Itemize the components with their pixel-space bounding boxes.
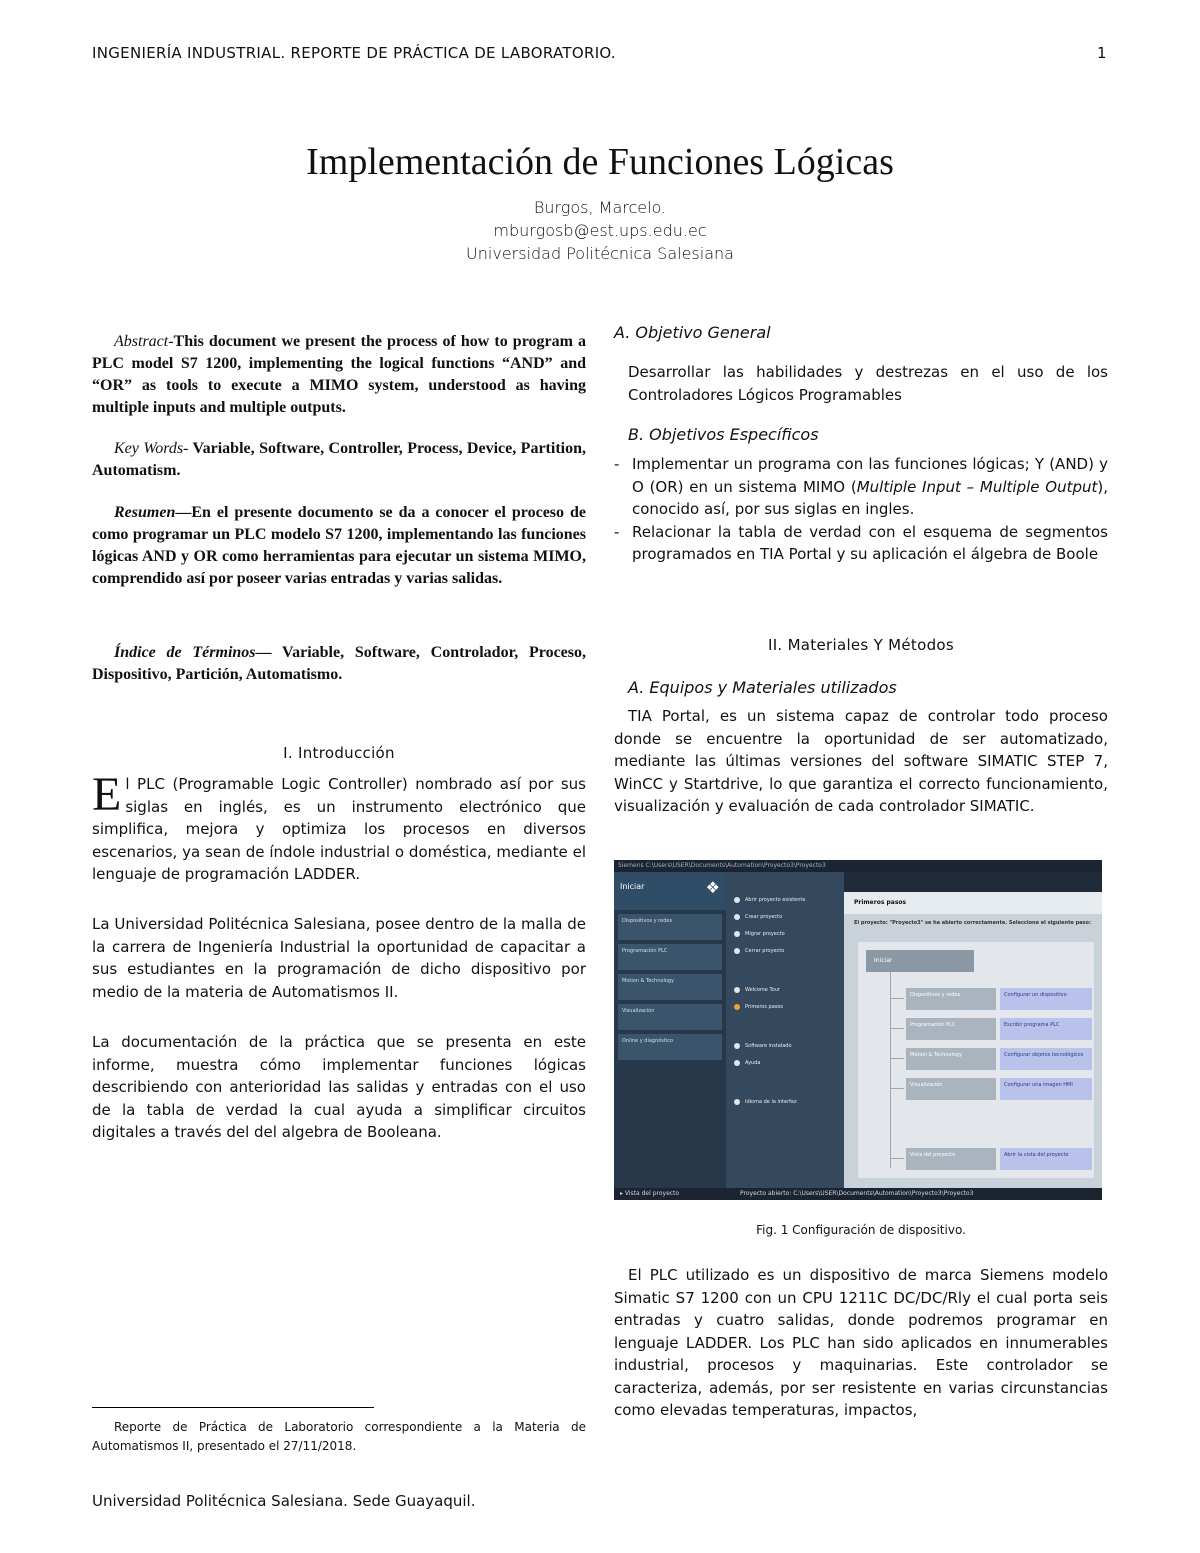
fig-dot-icon <box>734 948 740 954</box>
fig-right-panel <box>844 892 1102 1188</box>
fig-nav-item: Motion & Technology <box>618 974 722 1000</box>
fig-panel-title: Primeros pasos <box>844 892 1102 914</box>
fig-dot-icon <box>734 897 740 903</box>
objetivo-general-heading: A. Objetivo General <box>614 323 771 342</box>
fig-mid-item: Primeros pasos <box>726 999 844 1016</box>
indice-text: — Variable, Software, Controlador, Proceso, Dispositivo, Partición, Automatismo. <box>92 644 586 683</box>
section-heading-materiales: II. Materiales Y Métodos <box>767 636 954 654</box>
fig-bottom-path: Proyecto abierto: C:\Users\USER\Documents\Automation\Proyecto3\Proyecto3 <box>740 1190 974 1197</box>
objetivos-list <box>614 453 1108 566</box>
materiales-paragraph-1: TIA Portal, es un sistema capaz de controlar todo proceso donde se encuentre la oportunidad de ser automatizado, mediante las últimas versiones del software SIMATIC STEP 7, WinCC y Startdrive, lo que garantiza el correcto funcionamiento, visualización y evaluación de cada controlador SIMATIC. <box>614 707 1108 815</box>
author-name: Burgos, Marcelo. <box>533 198 667 217</box>
author-affiliation: Universidad Politécnica Salesiana <box>466 244 734 263</box>
equipos-heading: A. Equipos y Materiales utilizados <box>628 678 897 697</box>
objetivo-general-text: Desarrollar las habilidades y destrezas en el uso de los Controladores Lógicos Programables <box>628 363 1108 404</box>
indice-block <box>92 642 586 686</box>
fig-nav-item: Online y diagnóstico <box>618 1034 722 1060</box>
fig-step-row <box>890 988 1090 1010</box>
fig-step-row <box>890 1018 1090 1040</box>
fig-left-nav <box>614 872 726 1188</box>
section-heading-introduccion: I. Introducción <box>283 744 395 762</box>
fig-mid-item: Welcome Tour <box>726 982 844 999</box>
fig-mid-item: Migrar proyecto <box>726 926 844 943</box>
fig-titlebar: Siemens C:\Users\USER\Documents\Automation\Proyecto3\Proyecto3 <box>614 860 1102 872</box>
fig-nav-item: Visualización <box>618 1004 722 1030</box>
indice-label: Índice de Términos <box>114 644 256 661</box>
tia-portal-screenshot <box>614 860 1102 1200</box>
fig-middle-list <box>726 872 844 1188</box>
abstract-block <box>92 331 586 419</box>
abstract-label: Abstract- <box>114 333 174 350</box>
fig-mid-item: Cerrar proyecto <box>726 943 844 960</box>
fig-step-box: Visualización <box>906 1078 996 1100</box>
fig-step-box: Dispositivos y redes <box>906 988 996 1010</box>
fig-mid-item: Ayuda <box>726 1055 844 1072</box>
fig-action-box: Configurar objetos tecnológicos <box>1000 1048 1092 1070</box>
figure-caption: Fig. 1 Configuración de dispositivo. <box>756 1223 966 1237</box>
page-number: 1 <box>1097 44 1107 62</box>
footnote: Reporte de Práctica de Laboratorio correspondiente a la Materia de Automatismos II, presentado el 27/11/2018. <box>92 1420 586 1453</box>
author-email: mburgosb@est.ups.edu.ec <box>493 221 707 240</box>
paper-title: Implementación de Funciones Lógicas <box>306 141 894 183</box>
fig-panel-start: Iniciar <box>866 950 974 972</box>
footnote-rule <box>92 1407 374 1408</box>
fig-nav-item: Dispositivos y redes <box>618 914 722 940</box>
fig-step-box: Programación PLC <box>906 1018 996 1040</box>
intro-p1-text: l PLC (Programable Logic Controller) nombrado así por sus siglas en inglés, es un instrumento electrónico que simplifica, mejora y optimiza los procesos en diversos escenarios, ya sean de índole industrial o doméstica, mediante el lenguaje de programación LADDER. <box>92 775 586 883</box>
fig-mid-item: Idioma de la interfaz <box>726 1094 844 1111</box>
running-header: INGENIERÍA INDUSTRIAL. REPORTE DE PRÁCTICA DE LABORATORIO. <box>92 44 616 62</box>
fig-mid-item: Software instalado <box>726 1038 844 1055</box>
page-footer: Universidad Politécnica Salesiana. Sede Guayaquil. <box>92 1492 476 1510</box>
fig-dot-icon <box>734 1043 740 1049</box>
keywords-block <box>92 438 586 482</box>
resumen-block <box>92 502 586 590</box>
objetivos-especificos-heading: B. Objetivos Específicos <box>628 425 819 444</box>
fig-dot-icon <box>734 914 740 920</box>
keywords-label: Key Words- <box>114 440 189 457</box>
fig-statusbar <box>614 1188 1102 1200</box>
intro-paragraph-1 <box>92 768 586 886</box>
fig-action-box: Escribir programa PLC <box>1000 1018 1092 1040</box>
fig-dot-icon <box>734 1004 740 1010</box>
fig-start: Iniciar ❖ <box>614 872 726 910</box>
fig-panel-msg: El proyecto: "Proyecto3" se ha abierto correctamente. Seleccione el siguiente paso: <box>854 920 1091 926</box>
fig-dot-icon <box>734 987 740 993</box>
list-item: - Relacionar la tabla de verdad con el esquema de segmentos programados en TIA Portal y su aplicación el álgebra de Boole <box>614 522 1108 563</box>
fig-dot-icon <box>734 931 740 937</box>
fig-bottom-left: ▸ Vista del proyecto <box>620 1190 680 1197</box>
resumen-label: Resumen <box>114 504 176 521</box>
fig-dot-icon <box>734 1099 740 1105</box>
fig-step-box: Vista del proyecto <box>906 1148 996 1170</box>
fig-step-row <box>890 1048 1090 1070</box>
intro-paragraph-2: La Universidad Politécnica Salesiana, posee dentro de la malla de la carrera de Ingeniería Industrial la oportunidad de capacitar a sus estudiantes en la programación de dicho dispositivo por medio de la materia de Automatismos II. <box>92 915 586 1001</box>
fig-mid-item: Crear proyecto <box>726 909 844 926</box>
intro-paragraph-3: La documentación de la práctica que se presenta en este informe, muestra cómo implementar funciones lógicas describiendo con anterioridad las salidas y entradas con el uso de la tabla de verdad la cual ayuda a simplificar circuitos digitales a través del del algebra de Booleana. <box>92 1033 586 1141</box>
fig-nav-item: Programación PLC <box>618 944 722 970</box>
materiales-paragraph-2: El PLC utilizado es un dispositivo de marca Siemens modelo Simatic S7 1200 con un CPU 1211C DC/DC/Rly el cual porta seis entradas y cuatro salidas, donde podremos programar en lenguaje LADDER. Los PLC han sido aplicados en innumerables industrial, procesos y maquinarias. Este controlador se caracteriza, además, por ser resistente en varias circunstancias como elevadas temperaturas, impactos, <box>614 1266 1108 1419</box>
fig-dot-icon <box>734 1060 740 1066</box>
drop-cap: E <box>92 768 122 821</box>
fig-step-row <box>890 1148 1090 1170</box>
fig-mid-item: Abrir proyecto existente <box>726 892 844 909</box>
resumen-text: —En el presente documento se da a conocer el proceso de como programar un PLC modelo S7 1200, implementando las funciones lógicas AND y OR como herramientas para ejecutar un sistema MIMO, comprendido así por poseer varias entradas y varias salidas. <box>92 504 586 587</box>
fig-action-box: Abrir la vista del proyecto <box>1000 1148 1092 1170</box>
fig-step-box: Motion & Technology <box>906 1048 996 1070</box>
fig-action-box: Configurar un dispositivo <box>1000 988 1092 1010</box>
fig-step-row <box>890 1078 1090 1100</box>
fig-action-box: Configurar una imagen HMI <box>1000 1078 1092 1100</box>
keywords-text: Variable, Software, Controller, Process, Device, Partition, Automatism. <box>92 440 586 479</box>
list-item: - Implementar un programa con las funciones lógicas; Y (AND) y O (OR) en un sistema MIMO (Multiple Input – Multiple Output), conocido así, por sus siglas en ingles. <box>614 455 1108 518</box>
abstract-text: This document we present the process of how to program a PLC model S7 1200, implementing the logical functions “AND” and “OR” as tools to execute a MIMO system, understood as having multiple inputs and multiple outputs. <box>92 333 586 416</box>
fig-panel-body <box>858 942 1094 1178</box>
